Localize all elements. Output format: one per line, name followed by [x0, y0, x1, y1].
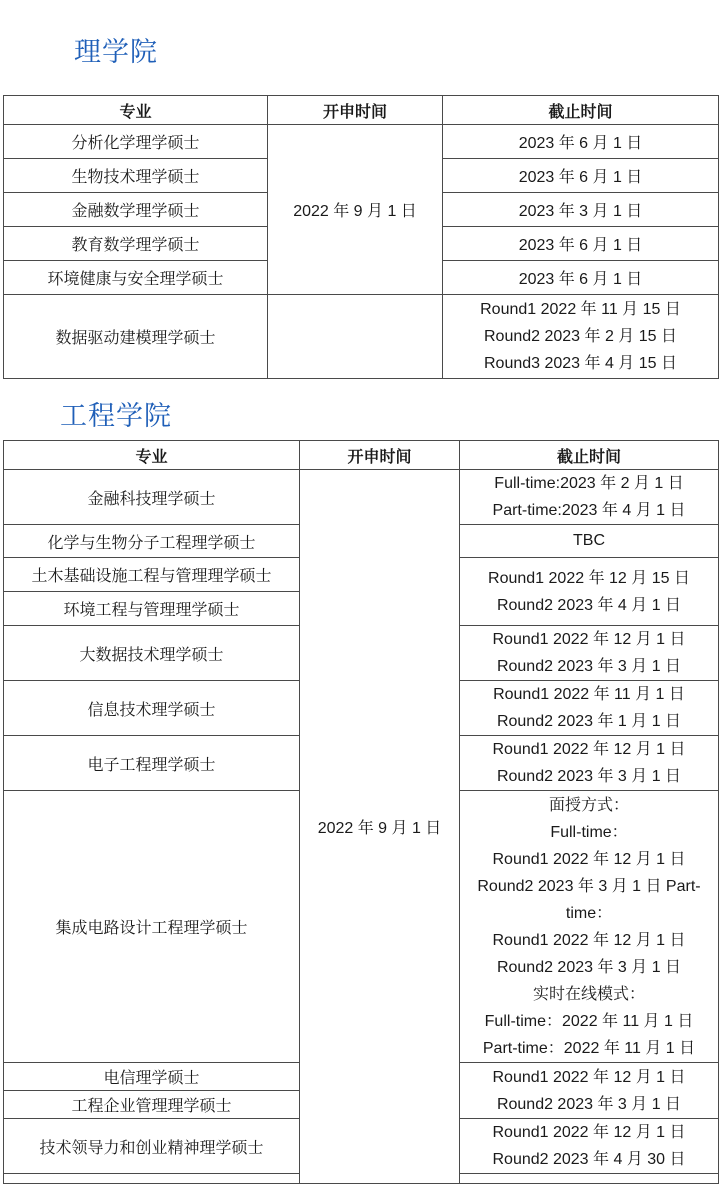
- deadline-line: Round1 2022 年 12 月 1 日: [492, 1068, 686, 1086]
- deadline-line: 实时在线模式：: [532, 985, 645, 1003]
- header-deadline: 截止时间: [443, 96, 719, 125]
- open-date-cell: 2022 年 9 月 1 日: [268, 125, 443, 295]
- deadline-cell: [460, 681, 719, 736]
- major-cell: 大数据技术理学硕士: [4, 626, 300, 681]
- major-cell: 电子工程理学硕士: [4, 736, 300, 791]
- open-date-cell: 2022 年 9 月 1 日: [300, 470, 460, 1184]
- major-cell: 集成电路设计工程理学硕士: [4, 791, 300, 1063]
- deadline-cell: [460, 791, 719, 1063]
- header-open-date: 开申时间: [300, 441, 460, 470]
- header-deadline: 截止时间: [460, 441, 719, 470]
- major-cell: 环境健康与安全理学硕士: [4, 261, 268, 295]
- major-cell: 环境工程与管理理学硕士: [4, 592, 300, 626]
- deadline-line: Round2 2023 年 4 月 30 日: [492, 1151, 686, 1168]
- deadline-cell: [460, 1063, 719, 1119]
- deadline-cell: [460, 558, 719, 626]
- deadline-cell: 2023 年 6 月 1 日: [443, 159, 719, 193]
- deadline-cell: [460, 1119, 719, 1174]
- deadline-line: Round3 2023 年 4 月 15 日: [483, 355, 677, 372]
- deadline-line: Round2 2023 年 1 月 1 日: [496, 713, 682, 730]
- deadline-cell: [460, 736, 719, 791]
- major-cell: 土木基础设施工程与管理理学硕士: [4, 558, 300, 592]
- header-open-date: 开申时间: [268, 96, 443, 125]
- deadline-line: Part-time:2023 年 4 月 1 日: [492, 502, 686, 519]
- deadline-line: Round1 2022 年 12 月 1 日: [492, 741, 686, 758]
- major-cell: 金融科技理学硕士: [4, 470, 300, 525]
- deadline-cell: 2023 年 6 月 1 日: [443, 125, 719, 159]
- deadline-cell: 2023 年 6 月 1 日: [443, 261, 719, 295]
- deadline-line: Round2 2023 年 2 月 15 日: [483, 328, 677, 345]
- major-cell: 分析化学理学硕士: [4, 125, 268, 159]
- major-cell: 生物技术理学硕士: [4, 159, 268, 193]
- header-major: 专业: [4, 96, 268, 125]
- table-row: [4, 125, 719, 159]
- deadline-cell: [443, 295, 719, 379]
- deadline-line: Round1 2022 年 12 月 1 日: [492, 931, 686, 949]
- engineering-deadline-table: [3, 440, 719, 1184]
- major-cell: 工程企业管理理学硕士: [4, 1091, 300, 1119]
- science-school-title: 理学院: [74, 37, 158, 68]
- deadline-line: Round2 2023 年 3 月 1 日: [496, 1095, 682, 1113]
- deadline-line: Full-time:2023 年 2 月 1 日: [494, 475, 684, 492]
- table-row: [4, 295, 719, 379]
- deadline-cell: 2023 年 3 月 1 日: [443, 193, 719, 227]
- major-cell: 化学与生物分子工程理学硕士: [4, 525, 300, 558]
- header-major: 专业: [4, 441, 300, 470]
- deadline-line: Round2 2023 年 3 月 1 日: [496, 658, 682, 675]
- deadline-line: Round1 2022 年 12 月 1 日: [492, 1124, 686, 1141]
- major-cell: 技术领导力和创业精神理学硕士: [4, 1119, 300, 1174]
- deadline-line: Full-time：: [550, 823, 628, 841]
- major-cell: 数据驱动建模理学硕士: [4, 295, 268, 379]
- deadline-line: Round2 2023 年 3 月 1 日 Part-: [477, 877, 701, 895]
- science-deadline-table: [3, 95, 719, 379]
- deadline-cell: [460, 626, 719, 681]
- major-cell: 电信理学硕士: [4, 1063, 300, 1091]
- major-cell: 教育数学理学硕士: [4, 227, 268, 261]
- deadline-line: Full-time：2022 年 11 月 1 日: [484, 1012, 694, 1030]
- deadline-line: 面授方式：: [548, 796, 629, 814]
- deadline-line: Round1 2022 年 12 月 15 日: [488, 569, 690, 587]
- deadline-cell: [460, 470, 719, 525]
- table-header-row: [4, 96, 719, 125]
- deadline-line: Round1 2022 年 12 月 1 日: [492, 631, 686, 648]
- table-header-row: [4, 441, 719, 470]
- deadline-line: Round2 2023 年 3 月 1 日: [496, 768, 682, 785]
- deadline-line: Part-time：2022 年 11 月 1 日: [482, 1039, 696, 1057]
- major-cell: 信息技术理学硕士: [4, 681, 300, 736]
- major-cell: 金融数学理学硕士: [4, 193, 268, 227]
- deadline-line: Round1 2022 年 12 月 1 日: [492, 850, 686, 868]
- deadline-line: Round2 2023 年 3 月 1 日: [496, 958, 682, 976]
- deadline-line: Round1 2022 年 11 月 1 日: [493, 686, 685, 703]
- table-row: [4, 470, 719, 525]
- deadline-line: Round2 2023 年 4 月 1 日: [496, 596, 682, 614]
- deadline-line: Round1 2022 年 11 月 15 日: [480, 301, 681, 318]
- deadline-cell: TBC: [460, 525, 719, 558]
- deadline-line: time：: [565, 904, 613, 922]
- engineering-school-title: 工程学院: [60, 401, 172, 432]
- deadline-cell: 2023 年 6 月 1 日: [443, 227, 719, 261]
